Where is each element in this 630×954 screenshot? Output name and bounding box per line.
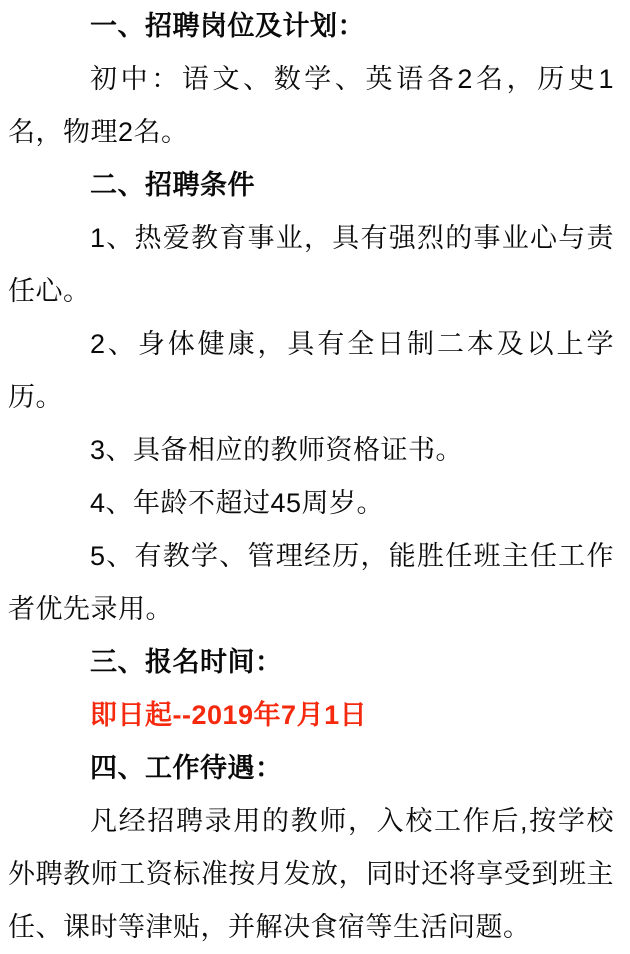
requirement-item-5: 5、有教学、管理经历，能胜任班主任工作者优先录用。 bbox=[8, 541, 614, 624]
requirement-item-2: 2、身体健康，具有全日制二本及以上学历。 bbox=[8, 329, 614, 412]
paragraph-benefits-detail: 凡经招聘录用的教师，入校工作后,按学校外聘教师工资标准按月发放，同时还将享受到班主任、课时等津贴，并解决食宿等生活问题。 bbox=[8, 806, 614, 942]
section-heading-requirements: 二、招聘条件 bbox=[90, 170, 255, 200]
section-heading-registration-time: 三、报名时间： bbox=[90, 647, 283, 677]
requirement-item-3: 3、具备相应的教师资格证书。 bbox=[90, 435, 464, 465]
requirement-item-4: 4、年龄不超过45周岁。 bbox=[90, 488, 385, 518]
section-heading-positions-plan: 一、招聘岗位及计划： bbox=[90, 11, 365, 41]
section-heading-work-benefits: 四、工作待遇： bbox=[90, 753, 283, 783]
requirement-item-1: 1、热爱教育事业，具有强烈的事业心与责任心。 bbox=[8, 223, 614, 306]
registration-deadline-text: 即日起--2019年7月1日 bbox=[90, 700, 368, 730]
paragraph-positions-detail: 初中：语文、数学、英语各2名，历史1名，物理2名。 bbox=[8, 64, 614, 147]
